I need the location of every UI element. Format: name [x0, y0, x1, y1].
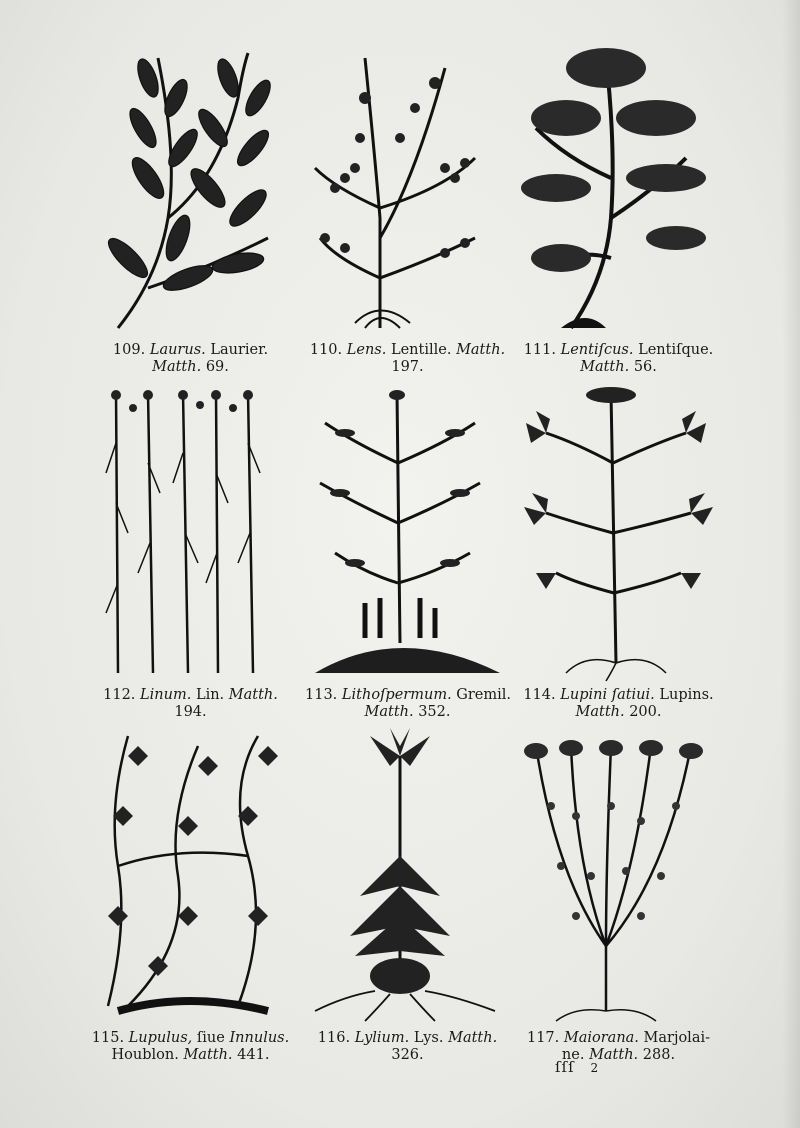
mastic-tree-woodcut-illustration — [516, 38, 721, 338]
latin-name: Lentiſcus. — [560, 342, 634, 358]
french-name: Lupins. — [659, 687, 714, 703]
french-name: Houblon. — [111, 1047, 179, 1063]
plate-caption — [88, 687, 293, 721]
plate-number: 115. — [91, 1030, 125, 1046]
reference-label: Matth. — [456, 342, 506, 358]
signature-number: 2 — [590, 1061, 600, 1075]
plate-caption — [88, 1030, 293, 1064]
signature-mark — [555, 1058, 599, 1076]
latin-connector: ſiue — [196, 1030, 225, 1046]
reference-page: 288. — [642, 1047, 676, 1063]
latin-name: Lylium. — [354, 1030, 410, 1046]
latin-name: Lupini ſatiui. — [560, 687, 655, 703]
latin-name: Lens. — [346, 342, 387, 358]
plate-number: 113. — [305, 687, 338, 703]
plate-number: 111. — [523, 342, 556, 358]
plate-number: 109. — [112, 342, 146, 358]
french-name: Lentiſque. — [638, 342, 714, 358]
reference-page: 200. — [629, 704, 662, 720]
reference-page: 352. — [418, 704, 451, 720]
reference-label: Matth. — [448, 1030, 498, 1046]
laurel-woodcut-illustration — [88, 38, 293, 338]
french-name: Lentille. — [390, 342, 452, 358]
reference-page: 326. — [391, 1047, 424, 1063]
lentil-woodcut-illustration — [305, 38, 510, 338]
plate-caption — [305, 1030, 510, 1064]
plate-caption — [516, 687, 721, 721]
reference-page: 441. — [237, 1047, 270, 1063]
page-edge-shadow — [782, 0, 800, 1128]
plate-number: 117. — [526, 1030, 560, 1046]
reference-label: Matth. — [575, 704, 625, 720]
plate-caption — [305, 687, 510, 721]
reference-label: Matth. — [228, 687, 278, 703]
latin-name: Linum. — [140, 687, 192, 703]
french-name: Gremil. — [456, 687, 512, 703]
reference-page: 56. — [633, 359, 657, 375]
latin-name: Lupulus, — [128, 1030, 193, 1046]
plate-grid — [88, 38, 728, 1088]
plate-number: 110. — [309, 342, 343, 358]
reference-page: 194. — [174, 704, 207, 720]
french-name: Lys. — [413, 1030, 444, 1046]
lupin-woodcut-illustration — [516, 383, 721, 683]
reference-page: 69. — [205, 359, 229, 375]
signature-glyphs: ſſſ — [555, 1058, 575, 1076]
latin-name: Maiorana. — [563, 1030, 639, 1046]
reference-label: Matth. — [589, 1047, 639, 1063]
reference-label: Matth. — [183, 1047, 233, 1063]
latin-name: Lithoſpermum. — [341, 687, 452, 703]
plate-number: 116. — [317, 1030, 351, 1046]
marjoram-woodcut-illustration — [516, 726, 721, 1026]
flax-woodcut-illustration — [88, 383, 293, 683]
reference-label: Matth. — [152, 359, 202, 375]
lily-woodcut-illustration — [305, 726, 510, 1026]
plate-number: 114. — [523, 687, 556, 703]
plate-caption — [88, 342, 293, 376]
plate-number: 112. — [103, 687, 136, 703]
french-name-continued: ne. — [561, 1047, 585, 1063]
french-name: Laurier. — [210, 342, 269, 358]
reference-label: Matth. — [364, 704, 414, 720]
gromwell-woodcut-illustration — [305, 383, 510, 683]
reference-page: 197. — [391, 359, 424, 375]
latin-synonym: Innulus. — [229, 1030, 290, 1046]
plate-caption — [305, 342, 510, 376]
latin-name: Laurus. — [149, 342, 206, 358]
plate-caption — [516, 342, 721, 376]
reference-label: Matth. — [580, 359, 630, 375]
french-name: Lin. — [195, 687, 225, 703]
hop-woodcut-illustration — [88, 726, 293, 1026]
french-name: Marjolai- — [643, 1030, 710, 1046]
plate-caption — [516, 1030, 721, 1064]
